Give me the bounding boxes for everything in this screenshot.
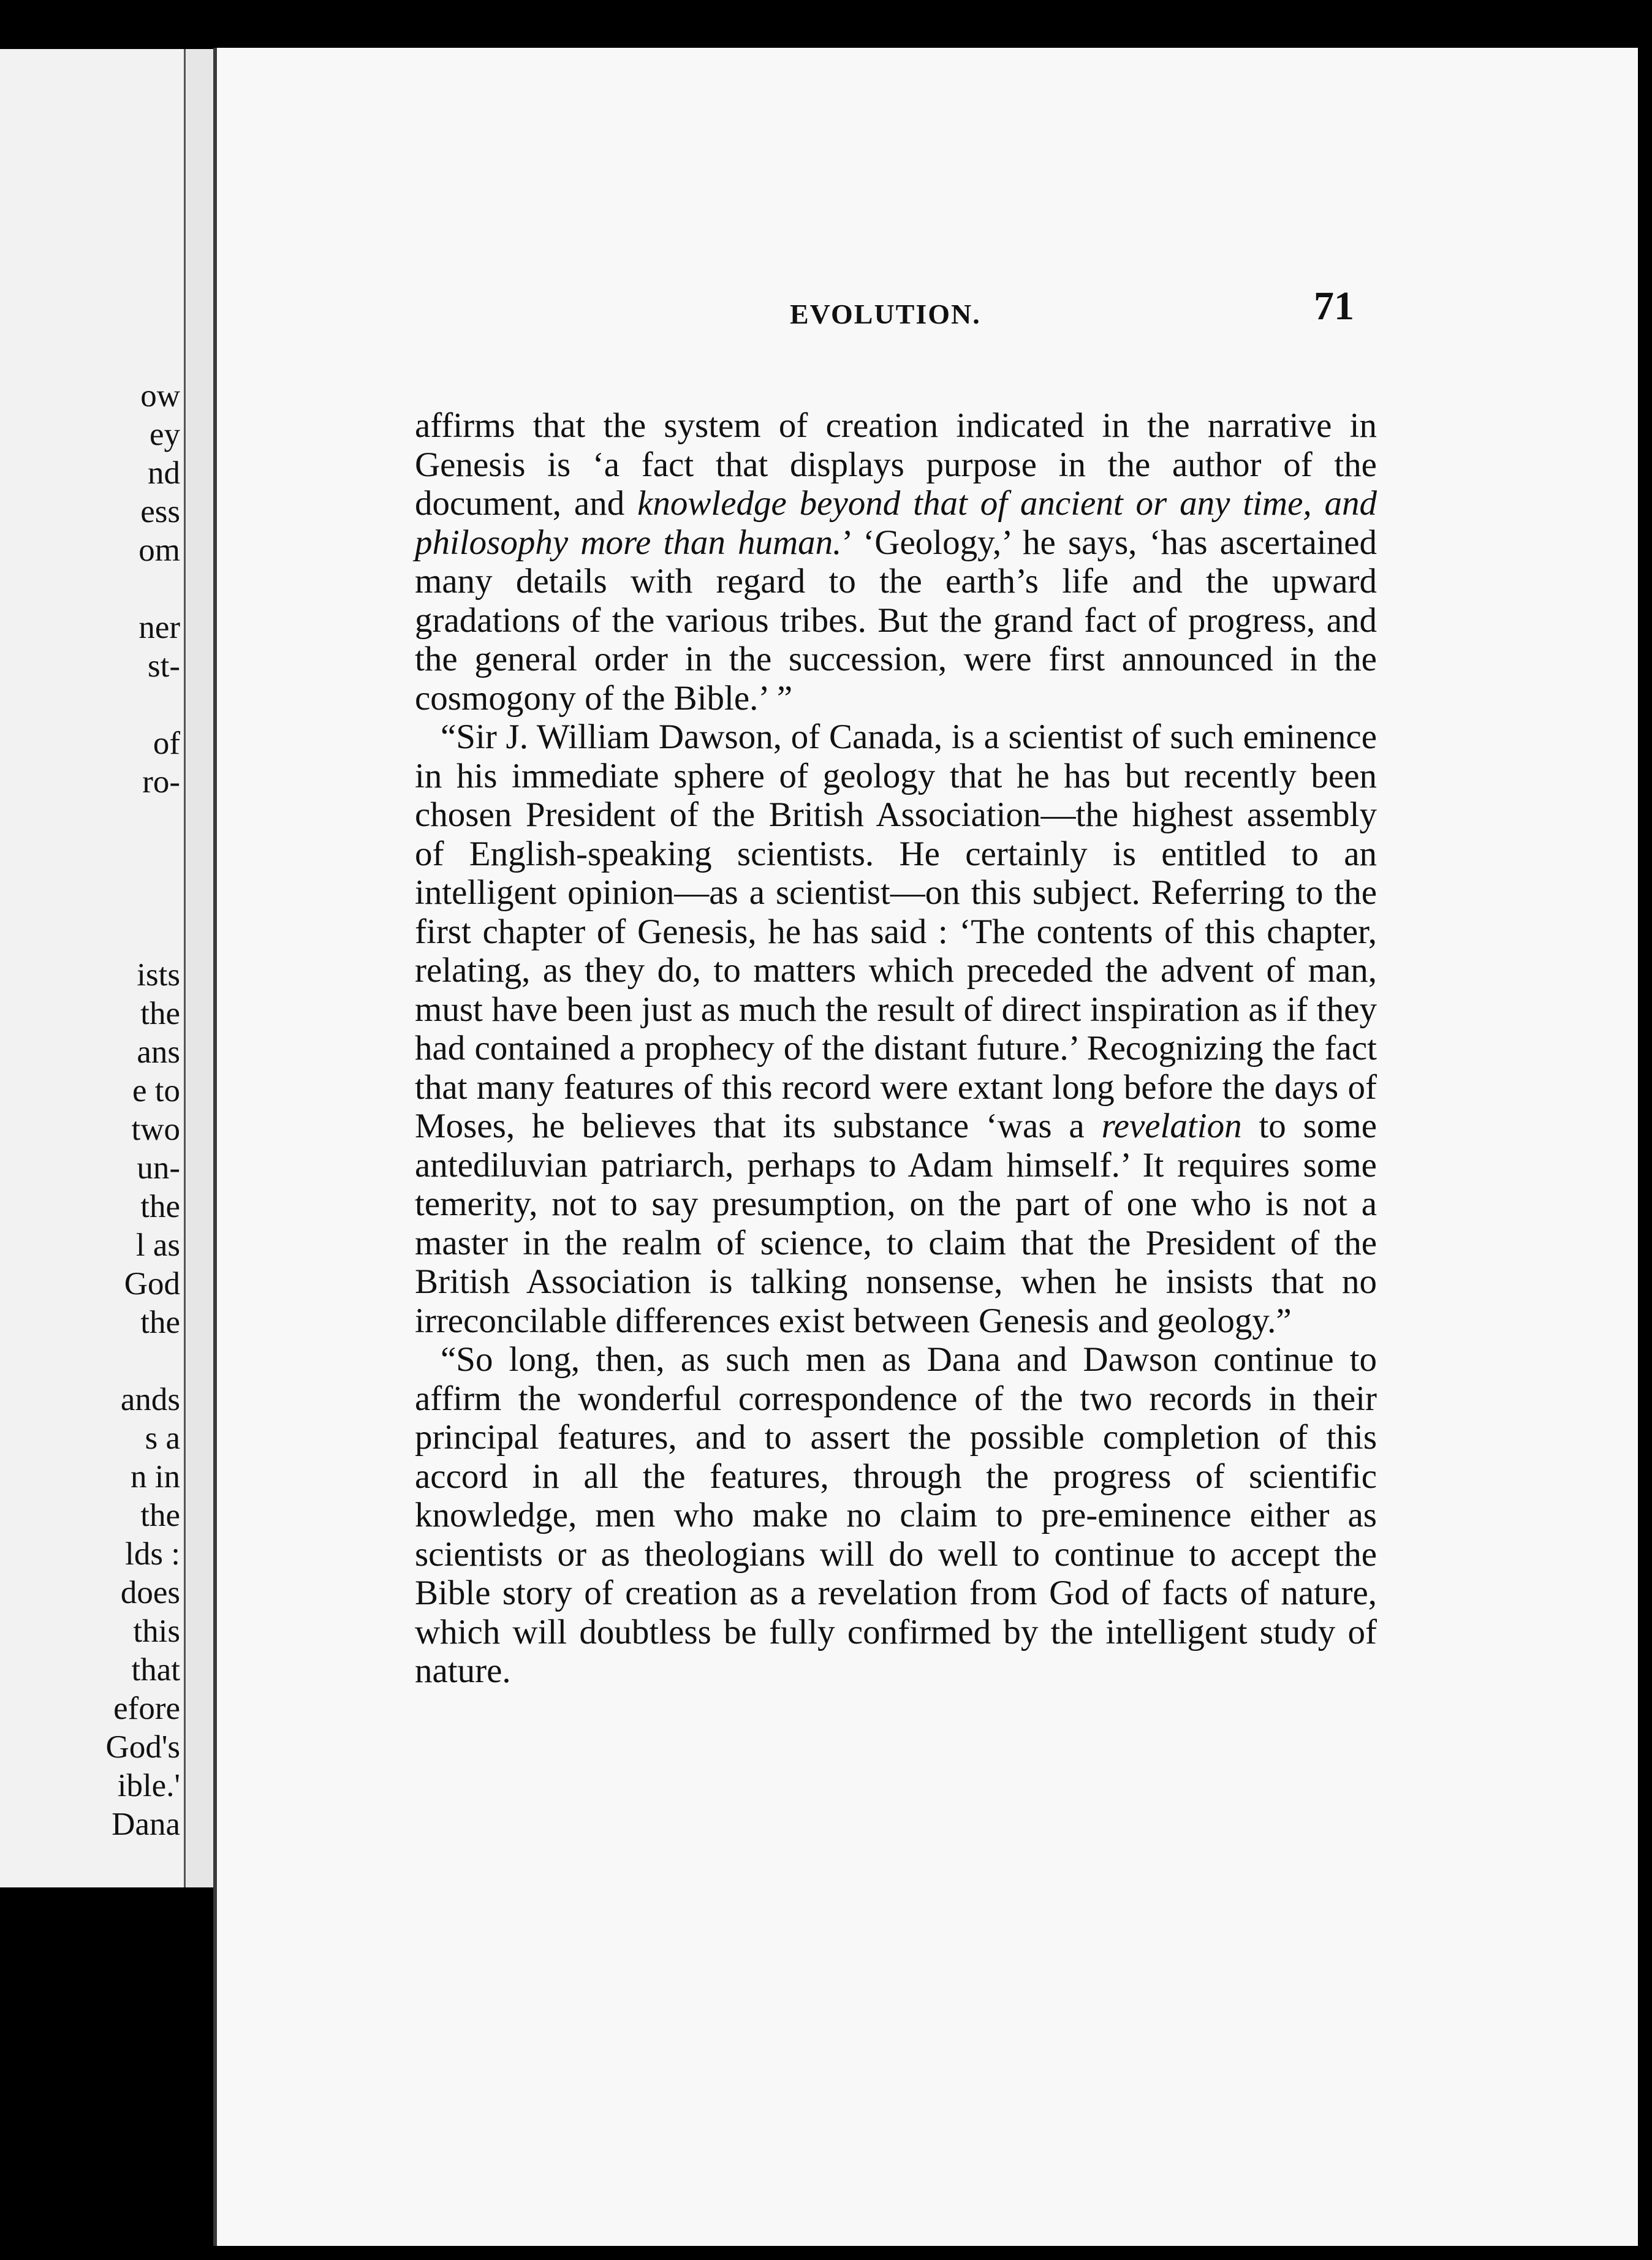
previous-page-fragment: l as [135,1227,180,1263]
paragraph-2-text: “Sir J. William Dawson, of Canada, is a scientist of such eminence in his immediate sphere of geology that he has but recently been chosen President of the British Association—the highest assembly of English-speaking scientists. He certainly is entitled to an intelligent opinion—as a scientist—on this subject. Referring to the first chapter of Genesis, he has said : ‘The contents of this chapter, relating, as they do, to matters which preceded the advent of man, must have been just as much the result of direct inspiration as if they had contained a prophecy of the distant future.’ Recognizing the fact that many features of this record were extant long before the days of Moses, he believes that its substance ‘was a [415,718,1377,1145]
paragraph-1-text: affirms that the system of creation indicated in the narrative in Genesis is ‘a fact that displays purpose in the author of the document, and [415,406,1377,523]
page [213,48,1638,2246]
previous-page-fragment: the [140,1189,180,1224]
previous-page-fragment: om [138,533,180,568]
paragraph-3-text: “So long, then, as such men as Dana and Dawson continue to affirm the wonderful correspondence of the two records in their principal features, and to assert the possible completion of this accord in all the features, through the progress of scientific knowledge, men who make no claim to pre-eminence either as scientists or as theologians will do well to continue to accept the Bible story of creation as a revelation from God of facts of nature, which will doubtless be fully confirmed by the intelligent study of nature. [415,1340,1377,1690]
previous-page-fragment: efore [113,1691,180,1726]
paragraph-1 [415,406,1377,718]
previous-page-fragment [58,570,180,609]
previous-page-fragment [58,1342,180,1381]
paragraph-2 [415,718,1377,1340]
previous-page-fragment: st- [148,648,180,684]
previous-page-fragment: ible.' [117,1768,180,1803]
previous-page-fragment [58,802,180,840]
previous-page-fragment: does [120,1575,180,1610]
previous-page-fragment: that [131,1652,180,1688]
previous-page-fragment: nd [148,455,180,491]
previous-page-fragment [58,686,180,724]
previous-page-fragment: of [153,726,180,761]
previous-page-fragment: the [140,996,180,1031]
previous-page-fragment: God's [105,1729,180,1765]
previous-page-fragment: this [133,1613,180,1649]
previous-page-fragment: lds : [125,1536,180,1572]
previous-page-fragment [58,917,180,956]
previous-page-fragment [58,879,180,917]
page-number: 71 [1314,284,1354,328]
paragraph-1-text-end: ’ ‘Geology,’ he says, ‘has ascertained many details with regard to the earth’s life and the upward gradations of the various tribes. But the grand fact of progress, and the general order in the succession, were first announced in the cosmogony of the Bible.’ ” [415,523,1377,718]
previous-page-fragment: e to [132,1073,180,1109]
running-head [217,279,1642,335]
previous-page-fragment: ess [140,494,180,529]
previous-page-fragment: God [124,1266,180,1302]
previous-page-fragment: n in [131,1459,180,1495]
previous-page-fragment: s a [145,1420,180,1456]
previous-page-fragment: ists [137,957,180,993]
body-text [415,406,1377,1691]
paragraph-1-italic: knowledge beyond that of ancient or any time, and philosophy more than human. [415,484,1377,562]
book-gutter [184,49,215,1887]
previous-page-fragment: un- [137,1150,180,1186]
previous-page-fragment: the [140,1498,180,1533]
previous-page-edge [0,49,184,1887]
running-title: EVOLUTION. [790,298,981,330]
previous-page-fragment: ner [138,610,180,645]
previous-page-fragment: two [131,1112,180,1147]
previous-page-fragment [58,840,180,879]
previous-page-fragment: ans [137,1034,180,1070]
previous-page-fragment: ey [149,417,180,452]
paragraph-3 [415,1340,1377,1691]
paragraph-2-italic: revelation [1101,1107,1242,1145]
previous-page-fragment: the [140,1305,180,1340]
previous-page-fragment: ro- [142,764,180,800]
previous-page-fragment: ands [120,1382,180,1417]
paragraph-2-text-end: to some antediluvian patriarch, perhaps to Adam himself.’ It requires some temerity, not to say presumption, on the part of one who is not a master in the realm of science, to claim that the President of the British Association is talking nonsense, when he insists that no irreconcilable differences exist between Genesis and geology.” [415,1107,1377,1340]
previous-page-fragment: ow [140,378,180,414]
previous-page-fragment: Dana [112,1807,180,1842]
previous-page-text-fragments [58,377,180,1844]
